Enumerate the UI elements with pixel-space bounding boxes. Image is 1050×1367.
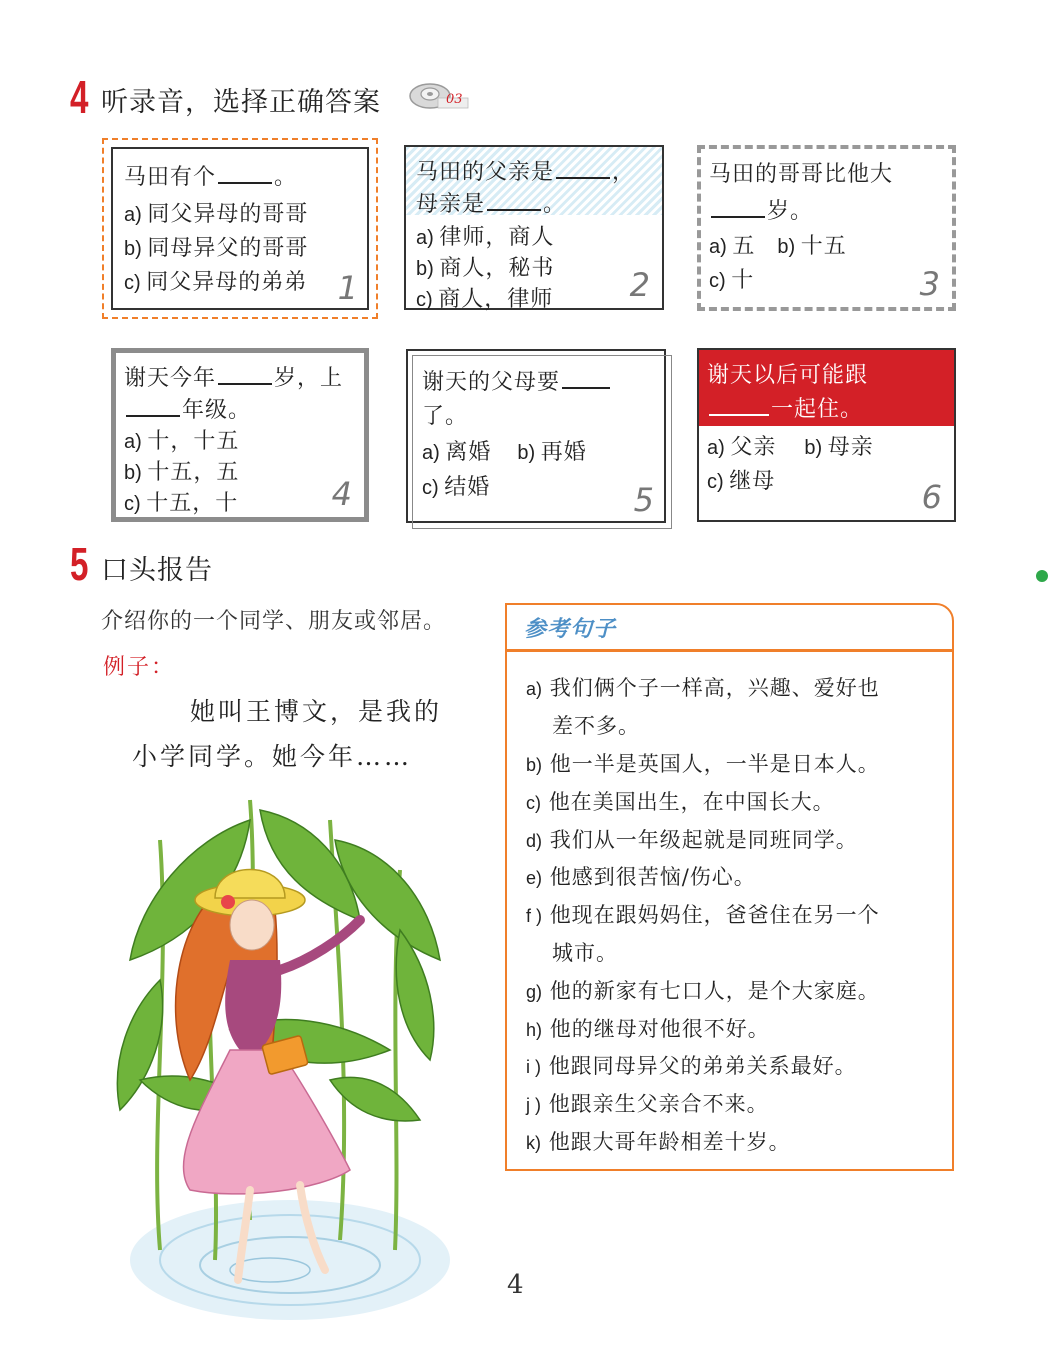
reference-item-a-continued: 差不多。 (552, 714, 640, 738)
audio-track-label: 03 (446, 92, 463, 107)
question-5-option-b[interactable]: b) 再婚 (517, 440, 587, 465)
question-2-prompt-line2: 母亲是 。 (416, 192, 567, 217)
answer-blank (487, 191, 541, 211)
question-2-card (404, 145, 664, 310)
question-5-option-c[interactable]: c) 结婚 (422, 475, 491, 500)
question-5-number: 5 (633, 481, 654, 519)
reference-item-f-continued: 城市。 (552, 941, 618, 965)
example-line-2: 小学同学。她今年…… (132, 742, 413, 771)
section-4-title: 听录音，选择正确答案 (101, 87, 381, 118)
question-6-option-row (707, 430, 874, 461)
reference-panel-divider (507, 649, 952, 652)
question-4-prompt-line2: 年级。 (124, 393, 251, 424)
reference-item-f: f ) 他现在跟妈妈住，爸爸住在另一个 (526, 903, 880, 927)
answer-blank (556, 159, 610, 179)
question-5-card (406, 349, 666, 523)
question-5-prompt-line1: 谢天的父母要 (422, 365, 612, 396)
question-1-option-c[interactable]: c) 同父异母的弟弟 (124, 270, 308, 295)
question-3-option-c[interactable]: c) 十 (709, 268, 755, 293)
question-1-option-b[interactable]: b) 同母异父的哥哥 (124, 236, 309, 261)
question-6-option-c[interactable]: c) 继母 (707, 469, 776, 494)
reference-item-g: g) 他的新家有七口人，是个大家庭。 (526, 979, 880, 1003)
question-4-prompt-line1: 谢天今年 岁，上 (124, 366, 344, 391)
reference-item-a: a) 我们俩个子一样高，兴趣、爱好也 (526, 676, 880, 700)
question-4-card (111, 348, 369, 522)
answer-blank (126, 397, 180, 417)
answer-blank (218, 365, 272, 385)
audio-cd-icon[interactable] (408, 80, 470, 110)
question-2-option-c[interactable]: c) 商人，律师 (416, 287, 554, 312)
girl-illustration (100, 780, 460, 1340)
section-5-instruction: 介绍你的一个同学、朋友或邻居。 (101, 609, 447, 634)
reference-item-b: b) 他一半是英国人，一半是日本人。 (526, 752, 880, 776)
question-6-option-a[interactable]: a) 父亲 (707, 435, 777, 460)
question-6-prompt-line1: 谢天以后可能跟 (707, 363, 869, 388)
question-5-prompt-line2: 了。 (422, 404, 469, 429)
answer-blank (709, 396, 769, 416)
question-6-card (697, 348, 956, 522)
question-4-option-b[interactable]: b) 十五，五 (124, 460, 240, 485)
question-3-card (697, 145, 956, 311)
question-3-option-row (709, 229, 847, 260)
question-3-prompt-line1: 马田的哥哥比他大 (709, 162, 894, 187)
question-1-number: 1 (337, 269, 358, 307)
question-6-option-b[interactable]: b) 母亲 (804, 435, 874, 460)
question-4-number: 4 (331, 475, 352, 513)
example-label: 例子： (103, 655, 176, 680)
question-1-prompt: 马田有个 。 (124, 165, 298, 190)
green-dot (1036, 570, 1048, 582)
reference-item-c: c) 他在美国出生，在中国长大。 (526, 790, 835, 814)
question-3-option-a[interactable]: a) 五 (709, 234, 756, 259)
section-5-title: 口头报告 (101, 555, 213, 586)
question-5-option-a[interactable]: a) 离婚 (422, 440, 492, 465)
question-3-prompt-line2: 岁。 (709, 194, 813, 225)
answer-blank (562, 369, 610, 389)
reference-item-d: d) 我们从一年级起就是同班同学。 (526, 828, 858, 852)
question-2-number: 2 (629, 266, 650, 304)
question-4-option-c[interactable]: c) 十五，十 (124, 491, 239, 516)
reference-item-k: k) 他跟大哥年龄相差十岁。 (526, 1130, 791, 1154)
question-6-number: 6 (921, 478, 942, 516)
section-4-number: 4 (70, 71, 89, 123)
reference-item-j: j ) 他跟亲生父亲合不来。 (526, 1092, 769, 1116)
page-number: 4 (507, 1270, 524, 1300)
reference-heading: 参考句子 (524, 617, 617, 642)
section-5-number: 5 (70, 538, 89, 590)
question-2-prompt-line1: 马田的父亲是 ， (416, 160, 636, 185)
example-line-1: 她叫王博文，是我的 (190, 697, 443, 726)
question-1-card (102, 138, 378, 319)
reference-item-e: e) 他感到很苦恼/伤心。 (526, 865, 756, 889)
answer-blank (711, 198, 765, 218)
answer-blank (218, 164, 272, 184)
reference-item-h: h) 他的继母对他很不好。 (526, 1017, 770, 1041)
question-1-option-a[interactable]: a) 同父异母的哥哥 (124, 202, 309, 227)
reference-item-i: i ) 他跟同母异父的弟弟关系最好。 (526, 1054, 857, 1078)
question-3-number: 3 (919, 265, 940, 303)
question-3-option-b[interactable]: b) 十五 (777, 234, 847, 259)
question-6-prompt-line2: 一起住。 (707, 392, 863, 423)
question-4-option-a[interactable]: a) 十，十五 (124, 429, 240, 454)
question-2-option-b[interactable]: b) 商人，秘书 (416, 256, 555, 281)
question-2-option-a[interactable]: a) 律师，商人 (416, 225, 555, 250)
question-5-option-row (422, 435, 587, 466)
